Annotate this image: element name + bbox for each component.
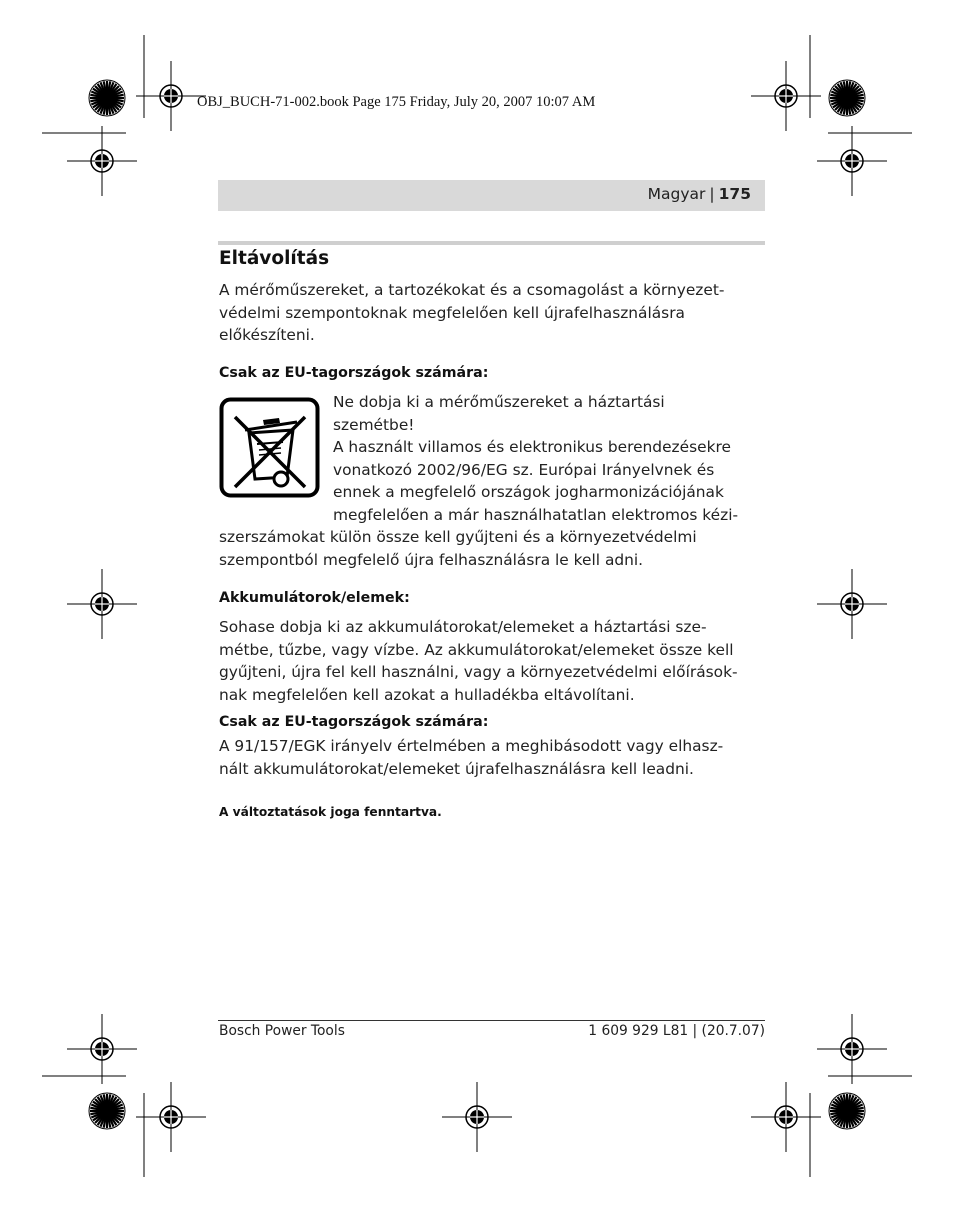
text-line: gyűjteni, újra fel kell használni, vagy a környezetvédelmi előírások- xyxy=(219,663,738,682)
footer-brand: Bosch Power Tools xyxy=(219,1023,345,1039)
text-line: Sohase dobja ki az akkumulátorokat/elemeket a háztartási sze- xyxy=(219,618,707,636)
battery-paragraph xyxy=(219,616,738,706)
battery-heading: Akkumulátorok/elemek: xyxy=(219,590,410,606)
page-number: 175 xyxy=(718,185,751,203)
eu-heading-2: Csak az EU-tagországok számára: xyxy=(219,714,489,730)
page-header xyxy=(648,185,751,203)
print-job-header: OBJ_BUCH-71-002.book Page 175 Friday, July 20, 2007 10:07 AM xyxy=(197,94,596,110)
eu-heading-1: Csak az EU-tagországok számára: xyxy=(219,365,489,381)
text-line: métbe, tűzbe, vagy vízbe. Az akkumulátorokat/elemeket össze kell xyxy=(219,640,734,659)
text-line: A 91/157/EGK irányelv értelmében a meghibásodott vagy elhasz- xyxy=(219,737,724,755)
text-line: A használt villamos és elektronikus berendezésekre xyxy=(333,438,731,457)
header-separator: | xyxy=(709,185,715,203)
text-line: szerszámokat külön össze kell gyűjteni és a környezetvédelmi xyxy=(219,528,697,546)
intro-paragraph xyxy=(219,279,724,347)
section-title: Eltávolítás xyxy=(219,248,330,269)
text-line: A mérőműszereket, a tartozékokat és a csomagolást a környezet- xyxy=(219,281,725,299)
text-line: szemétbe! xyxy=(333,415,415,434)
text-line: nált akkumulátorokat/elemeket újrafelhasználásra kell leadni. xyxy=(219,759,694,778)
text-line: nak megfelelően kell azokat a hulladékba eltávolítani. xyxy=(219,685,635,704)
text-line: megfelelően a már használhatatlan elektromos kézi- xyxy=(333,505,739,524)
header-language: Magyar xyxy=(647,185,706,203)
crossed-out-wheelie-bin-icon xyxy=(219,397,321,499)
footer-rule xyxy=(218,1020,765,1021)
page-header-bar xyxy=(218,180,765,211)
eu-disposal-text-continued xyxy=(219,526,697,571)
text-line: szempontból megfelelő újra felhasználásra le kell adni. xyxy=(219,550,644,569)
text-line: ennek a megfelelő országok jogharmonizációjának xyxy=(333,483,724,502)
section-rule xyxy=(218,241,765,245)
footer-document-number: 1 609 929 L81 | (20.7.07) xyxy=(588,1023,765,1039)
eu-battery-paragraph xyxy=(219,735,723,780)
text-line: vonatkozó 2002/96/EG sz. Európai Irányelvnek és xyxy=(333,460,715,479)
text-line: védelmi szempontoknak megfelelően kell újrafelhasználásra xyxy=(219,303,685,322)
text-line: előkészíteni. xyxy=(219,326,315,345)
text-line: Ne dobja ki a mérőműszereket a háztartási xyxy=(333,393,665,411)
rights-reserved-note: A változtatások joga fenntartva. xyxy=(219,805,442,819)
eu-disposal-text-beside-icon xyxy=(333,391,738,527)
